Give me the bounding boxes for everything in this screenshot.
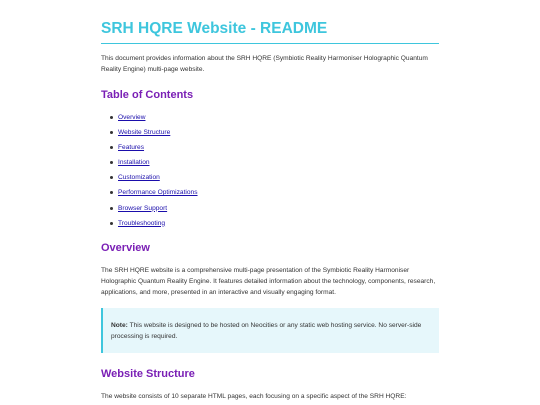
website-structure-heading: Website Structure <box>101 368 195 380</box>
toc-link-installation[interactable]: Installation <box>118 159 150 167</box>
toc-link-features[interactable]: Features <box>118 144 145 152</box>
bullet-icon <box>110 161 113 164</box>
toc-link-customization[interactable]: Customization <box>118 174 160 182</box>
toc-item-browser-support <box>101 201 198 216</box>
toc-item-installation <box>101 155 198 170</box>
bullet-icon <box>110 116 113 119</box>
overview-paragraph: The SRH HQRE website is a comprehensive multi-page presentation of the Symbiotic Reality Harmoniser Holographic Quantum Reality Engine. It features detailed information about the technology, components, research, applications, and more, presented in an interactive and visually engaging format. <box>101 267 436 296</box>
toc-item-performance-optimizations <box>101 185 198 200</box>
page-title: SRH HQRE Website - README <box>101 20 328 37</box>
bullet-icon <box>110 131 113 134</box>
bullet-icon <box>110 191 113 194</box>
toc-item-website-structure <box>101 125 198 140</box>
toc-list <box>101 110 198 231</box>
toc-item-overview <box>101 110 198 125</box>
overview-heading: Overview <box>101 242 150 254</box>
toc-link-overview[interactable]: Overview <box>118 114 146 121</box>
bullet-icon <box>110 176 113 179</box>
toc-link-browser-support[interactable]: Browser Support <box>118 204 168 212</box>
toc-link-performance-optimizations[interactable]: Performance Optimizations <box>118 189 198 197</box>
toc-item-troubleshooting <box>101 216 198 231</box>
bullet-icon <box>110 207 113 210</box>
bullet-icon <box>110 222 113 225</box>
note-paragraph <box>111 320 435 342</box>
website-structure-paragraph: The website consists of 10 separate HTML pages, each focusing on a specific aspect of the SRH HQRE: <box>101 393 407 400</box>
toc-heading: Table of Contents <box>101 89 194 101</box>
toc-item-customization <box>101 170 198 185</box>
note-callout <box>101 308 439 353</box>
title-divider <box>101 43 439 44</box>
intro-paragraph: This document provides information about the SRH HQRE (Symbiotic Reality Harmoniser Holographic Quantum Reality Engine) multi-page website. <box>101 55 428 73</box>
toc-link-troubleshooting[interactable]: Troubleshooting <box>118 219 166 227</box>
bullet-icon <box>110 146 113 149</box>
toc-link-website-structure[interactable]: Website Structure <box>118 129 171 137</box>
toc-item-features <box>101 140 198 155</box>
note-body: This website is designed to be hosted on Neocities or any static web hosting service. No server-side processing is required. <box>111 322 422 340</box>
note-label: Note: <box>111 322 128 329</box>
